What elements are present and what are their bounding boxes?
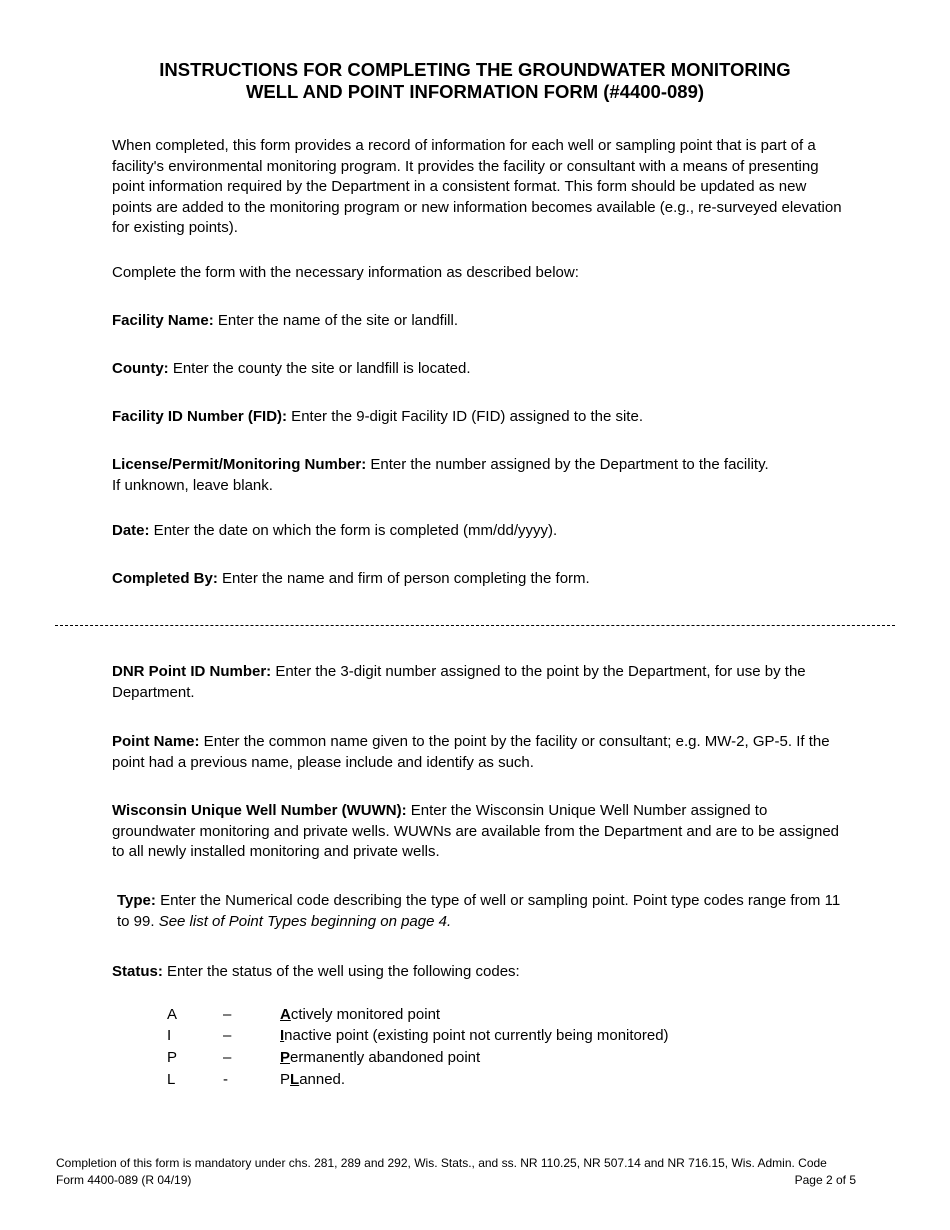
license-label: License/Permit/Monitoring Number: <box>112 456 367 473</box>
status-code-description: Inactive point (existing point not currently being monitored) <box>280 1027 669 1044</box>
license-text-2: If unknown, leave blank. <box>112 476 273 494</box>
type-reference-note: See list of Point Types beginning on page 4. <box>158 912 452 930</box>
status-code: A <box>167 1006 178 1023</box>
status-code-description: Permanently abandoned point <box>280 1049 481 1066</box>
page-title-line-2: WELL AND POINT INFORMATION FORM (#4400-089) <box>245 81 705 102</box>
status-code: L <box>167 1071 176 1088</box>
fid-text: Enter the 9-digit Facility ID (FID) assigned to the site. <box>287 408 643 425</box>
facility-name-text: Enter the name of the site or landfill. <box>213 312 459 329</box>
section-divider <box>55 625 895 626</box>
wuwn-label: Wisconsin Unique Well Number (WUWN): <box>112 802 407 819</box>
status-code-row <box>0 1048 950 1068</box>
status-code: I <box>167 1027 172 1044</box>
status-code-dash: – <box>223 1027 232 1044</box>
county-text: Enter the county the site or landfill is located. <box>168 360 471 377</box>
county-label: County: <box>112 360 169 377</box>
date-label: Date: <box>112 522 150 539</box>
status-text: Enter the status of the well using the following codes: <box>162 963 520 980</box>
footer <box>56 1155 856 1189</box>
page-title-line-1: INSTRUCTIONS FOR COMPLETING THE GROUNDWATER MONITORING <box>159 59 791 80</box>
county-instruction <box>112 359 842 380</box>
intro-paragraph: When completed, this form provides a record of information for each well or sampling point that is part of a facility's environmental monitoring program. It provides the facility or consultant with a means of presenting point information required by the Department in a consistent format. This form should be updated as new points are added to the monitoring program or new information becomes available (e.g., re-surveyed elevation for existing points). <box>112 137 842 236</box>
status-label: Status: <box>112 963 163 980</box>
type-instruction <box>117 891 847 932</box>
fid-label: Facility ID Number (FID): <box>112 408 288 425</box>
license-instruction <box>112 455 842 496</box>
fid-instruction <box>112 407 842 428</box>
status-code-key-letter: A <box>280 1006 291 1023</box>
status-code-key-letter: P <box>280 1049 291 1066</box>
status-code-description: PLanned. <box>280 1071 346 1088</box>
status-code-dash: – <box>223 1006 232 1023</box>
facility-name-instruction <box>112 311 842 332</box>
license-text: Enter the number assigned by the Department to the facility. <box>366 456 769 473</box>
status-code-dash: – <box>223 1049 232 1066</box>
wuwn-text: Enter the Wisconsin Unique Well Number assigned to groundwater monitoring and private wells. WUWNs are available from the Department and are to be assigned to all newly installed monitoring and private wells. <box>112 802 840 860</box>
dnr-point-id-instruction <box>112 662 842 703</box>
footer-form-id: Form 4400-089 (R 04/19) <box>56 1173 192 1187</box>
point-name-instruction <box>112 732 842 773</box>
type-text: Enter the Numerical code describing the type of well or sampling point. Point type codes range from 11 to 99. <box>117 892 841 930</box>
status-code-row <box>0 1070 950 1090</box>
completed-by-instruction <box>112 569 842 590</box>
completed-by-text: Enter the name and firm of person completing the form. <box>217 570 590 587</box>
dnr-point-id-text: Enter the 3-digit number assigned to the point by the Department, for use by the Department. <box>112 663 806 701</box>
point-name-text: Enter the common name given to the point by the facility or consultant; e.g. MW-2, GP-5. If the point had a previous name, please include and identify as such. <box>112 733 830 771</box>
status-code-row <box>0 1026 950 1046</box>
page-title <box>0 59 950 103</box>
status-code-description: Actively monitored point <box>280 1006 441 1023</box>
date-instruction <box>112 521 842 542</box>
status-code-dash: - <box>223 1071 228 1088</box>
completed-by-label: Completed By: <box>112 570 218 587</box>
dnr-point-id-label: DNR Point ID Number: <box>112 663 272 680</box>
status-code: P <box>167 1049 178 1066</box>
status-code-key-letter: I <box>280 1027 285 1044</box>
status-code-key-letter: L <box>290 1071 300 1088</box>
footer-page-number: Page 2 of 5 <box>794 1173 856 1187</box>
date-text: Enter the date on which the form is completed (mm/dd/yyyy). <box>149 522 558 539</box>
point-name-label: Point Name: <box>112 733 200 750</box>
type-label: Type: <box>117 892 156 909</box>
status-instruction <box>112 962 842 983</box>
footer-legal-line: Completion of this form is mandatory under chs. 281, 289 and 292, Wis. Stats., and ss. NR 110.25, NR 507.14 and NR 716.15, Wis. Admin. Code <box>56 1156 827 1170</box>
complete-instruction: Complete the form with the necessary information as described below: <box>112 264 579 281</box>
status-code-row <box>0 1005 950 1025</box>
wuwn-instruction <box>112 801 842 863</box>
facility-name-label: Facility Name: <box>112 312 214 329</box>
